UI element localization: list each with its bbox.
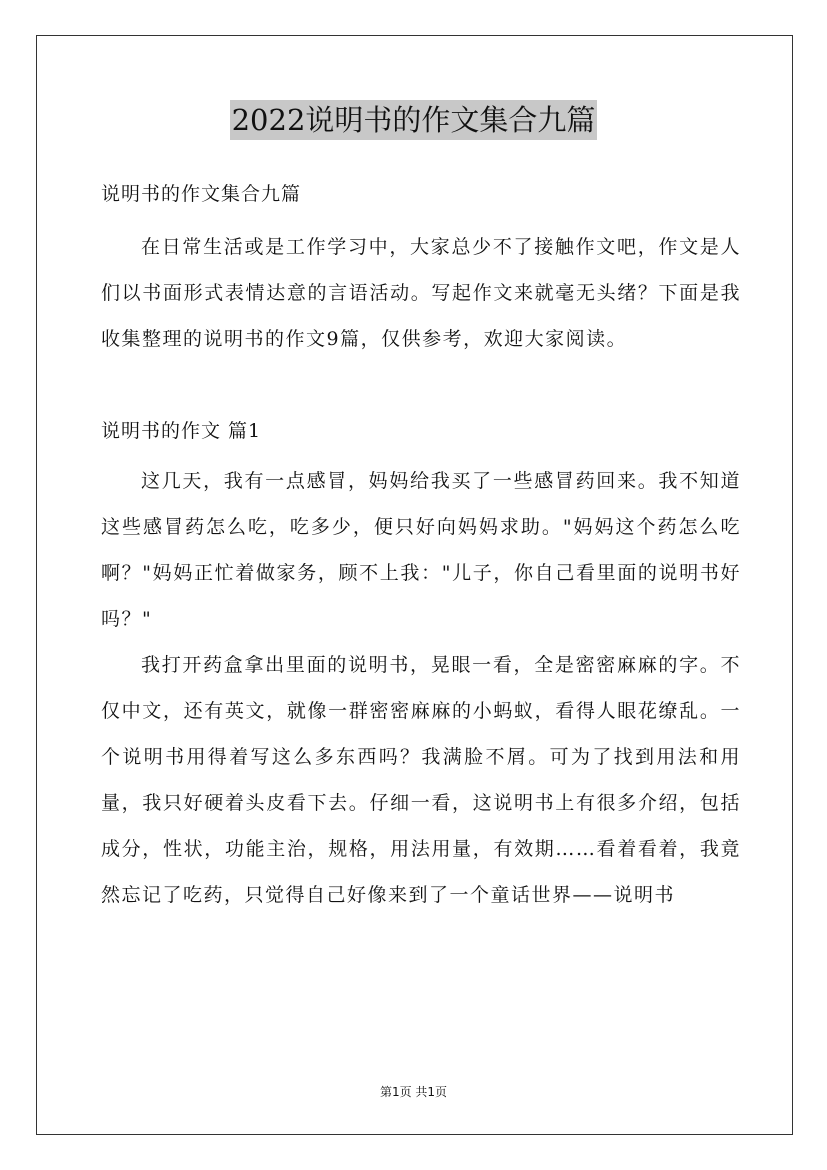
page-footer: 第1页 共1页	[379, 1085, 448, 1099]
section-paragraph: 这几天，我有一点感冒，妈妈给我买了一些感冒药回来。我不知道这些感冒药怎么吃，吃多少，便只好向妈妈求助。"妈妈这个药怎么吃啊？"妈妈正忙着做家务，顾不上我："儿子，你自己看里面的说明书好吗？"	[101, 470, 741, 630]
title-container	[0, 100, 827, 140]
document-body	[101, 172, 741, 918]
section-paragraph: 我打开药盒拿出里面的说明书，晃眼一看，全是密密麻麻的字。不仅中文，还有英文，就像一群密密麻麻的小蚂蚁，看得人眼花缭乱。一个说明书用得着写这么多东西吗？我满脸不屑。可为了找到用法和用量，我只好硬着头皮看下去。仔细一看，这说明书上有很多介绍，包括成分，性状，功能主治，规格，用法用量，有效期……看着看着，我竟然忘记了吃药，只觉得自己好像来到了一个童话世界——说明书	[101, 654, 741, 906]
section-heading: 说明书的作文 篇1	[101, 420, 262, 442]
intro-paragraph: 在日常生活或是工作学习中，大家总少不了接触作文吧，作文是人们以书面形式表情达意的言语活动。写起作文来就毫无头绪？下面是我收集整理的说明书的作文9篇，仅供参考，欢迎大家阅读。	[101, 236, 741, 350]
document-title: 2022说明书的作文集合九篇	[230, 100, 598, 140]
document-subtitle: 说明书的作文集合九篇	[101, 183, 302, 205]
